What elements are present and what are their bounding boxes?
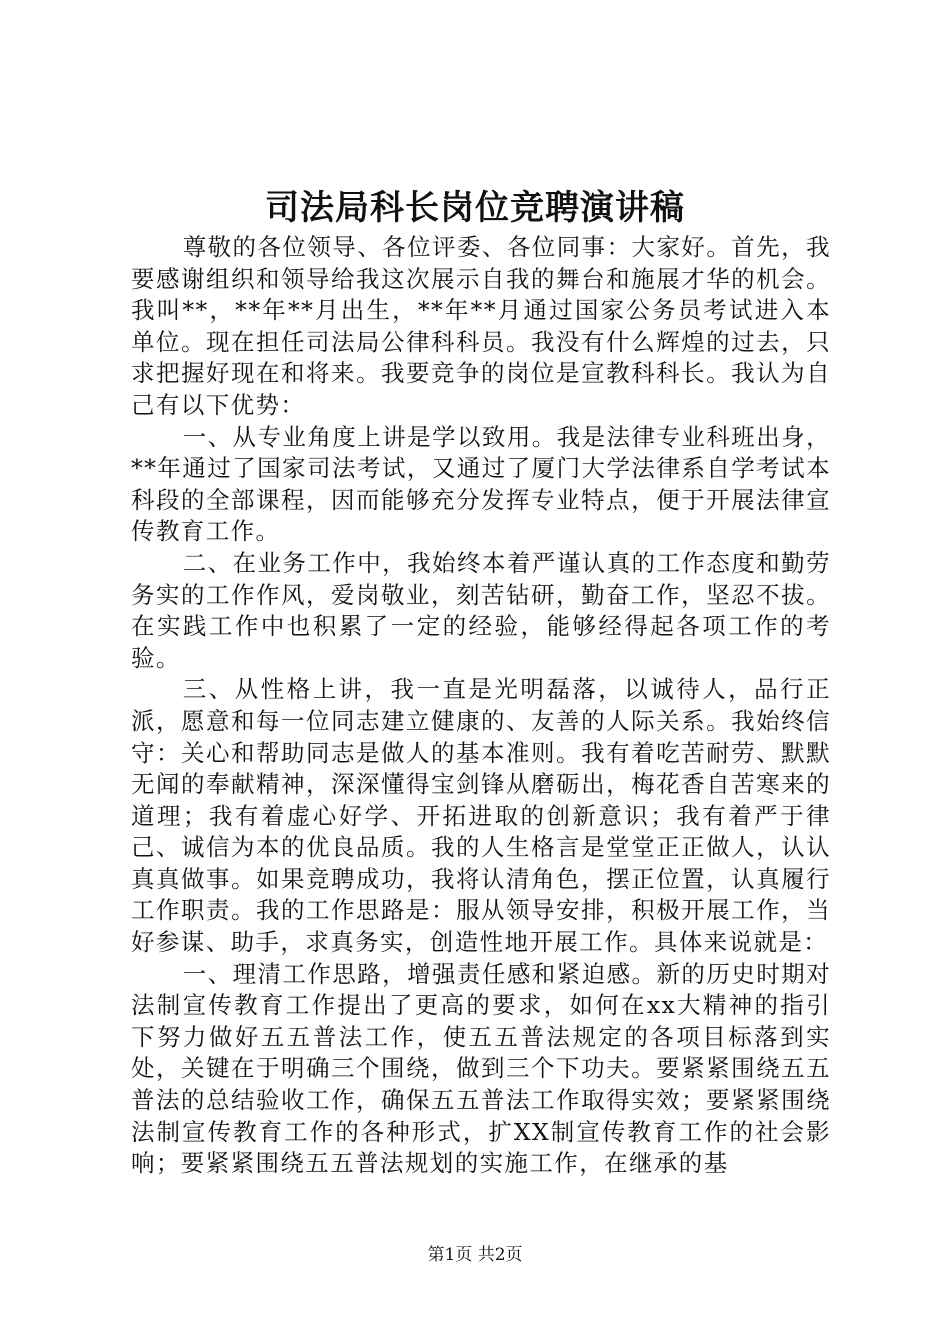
page-number-footer: 第1页 共2页 [427, 1245, 523, 1265]
paragraph-advantage-1: 一、从专业角度上讲是学以致用。我是法律专业科班出身，**年通过了国家司法考试，又通过了厦门大学法律系自学考试本科段的全部课程，因而能够充分发挥专业特点，便于开展法律宣传教育工作。 [131, 422, 831, 546]
paragraph-advantage-2: 二、在业务工作中，我始终本着严谨认真的工作态度和勤劳务实的工作作风，爱岗敬业，刻苦钻研，勤奋工作，坚忍不拔。在实践工作中也积累了一定的经验，能够经得起各项工作的考验。 [131, 548, 831, 672]
document-body [131, 232, 831, 1180]
paragraph-plan-1: 一、理清工作思路，增强责任感和紧迫感。新的历史时期对法制宣传教育工作提出了更高的要求，如何在xx大精神的指引下努力做好五五普法工作，使五五普法规定的各项目标落到实处，关键在于明确三个围绕，做到三个下功夫。要紧紧围绕五五普法的总结验收工作，确保五五普法工作取得实效；要紧紧围绕法制宣传教育工作的各种形式，扩XX制宣传教育工作的社会影响；要紧紧围绕五五普法规划的实施工作，在继承的基 [131, 959, 831, 1178]
document-title: 司法局科长岗位竞聘演讲稿 [265, 188, 685, 228]
paragraph-greeting: 尊敬的各位领导、各位评委、各位同事：大家好。首先，我要感谢组织和领导给我这次展示自我的舞台和施展才华的机会。我叫**，**年**月出生，**年**月通过国家公务员考试进入本单位。现在担任司法局公律科科员。我没有什么辉煌的过去，只求把握好现在和将来。我要竞争的岗位是宣教科科长。我认为自己有以下优势： [131, 233, 831, 419]
paragraph-advantage-3: 三、从性格上讲，我一直是光明磊落，以诚待人，品行正派，愿意和每一位同志建立健康的、友善的人际关系。我始终信守：关心和帮助同志是做人的基本准则。我有着吃苦耐劳、默默无闻的奉献精神，深深懂得宝剑锋从磨砺出，梅花香自苦寒来的道理；我有着虚心好学、开拓进取的创新意识；我有着严于律己、诚信为本的优良品质。我的人生格言是堂堂正正做人，认认真真做事。如果竞聘成功，我将认清角色，摆正位置，认真履行工作职责。我的工作思路是：服从领导安排，积极开展工作，当好参谋、助手，求真务实，创造性地开展工作。具体来说就是： [131, 675, 831, 957]
